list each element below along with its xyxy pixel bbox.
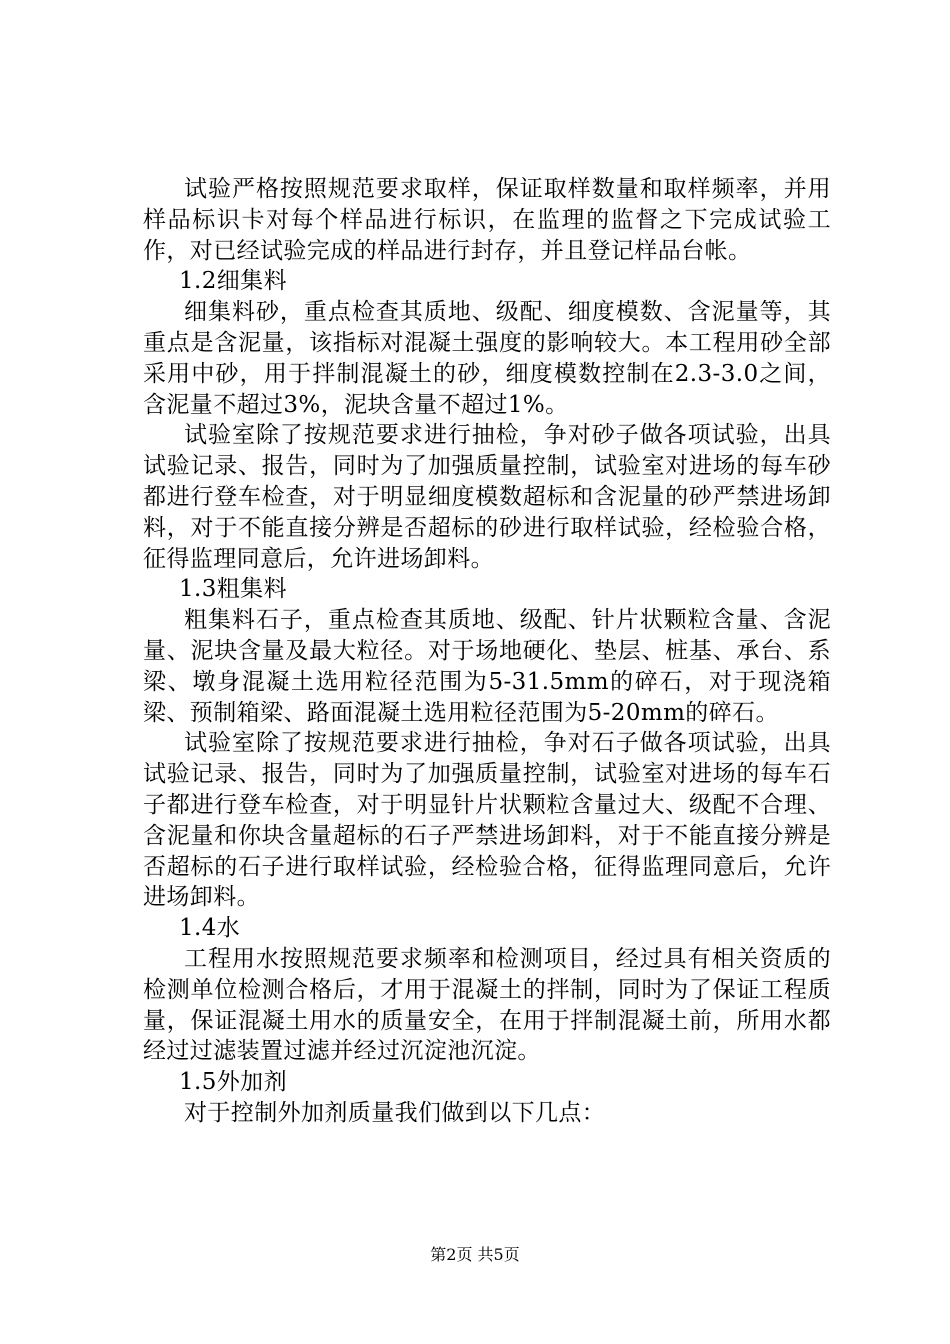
heading-water: 1.4水 [179, 915, 241, 942]
heading-admixture: 1.5外加剂 [179, 1069, 287, 1096]
paragraph-stone-inspection: 试验室除了按规范要求进行抽检，争对石子做各项试验，出具试验记录、报告，同时为了加强质量控制，试验室对进场的每车石子都进行登车检查，对于明显针片状颗粒含量过大、级配不合理、含泥量和你块含量超标的石子严禁进场卸料，对于不能直接分辨是否超标的石子进行取样试验，经检验合格，征得监理同意后，允许进场卸料。 [143, 730, 831, 911]
document-body [143, 174, 831, 1129]
paragraph-water: 工程用水按照规范要求频率和检测项目，经过具有相关资质的检测单位检测合格后，才用于混凝土的拌制，同时为了保证工程质量，保证混凝土用水的质量安全，在用于拌制混凝土前，所用水都经过过滤装置过滤并经过沉淀池沉淀。 [143, 945, 831, 1065]
paragraph-sand-inspection: 试验室除了按规范要求进行抽检，争对砂子做各项试验，出具试验记录、报告，同时为了加强质量控制，试验室对进场的每车砂都进行登车检查，对于明显细度模数超标和含泥量的砂严禁进场卸料，对于不能直接分辨是否超标的砂进行取样试验，经检验合格，征得监理同意后，允许进场卸料。 [143, 422, 831, 572]
heading-fine-aggregate: 1.2细集料 [179, 268, 287, 295]
paragraph-sampling: 试验严格按照规范要求取样，保证取样数量和取样频率，并用样品标识卡对每个样品进行标识，在监理的监督之下完成试验工作，对已经试验完成的样品进行封存，并且登记样品台帐。 [143, 176, 831, 264]
page-number-footer: 第2页 共5页 [430, 1245, 520, 1264]
paragraph-coarse-aggregate: 粗集料石子，重点检查其质地、级配、针片状颗粒含量、含泥量、泥块含量及最大粒径。对于场地硬化、垫层、桩基、承台、系梁、墩身混凝土选用粒径范围为5-31.5mm的碎石，对于现浇箱梁、预制箱梁、路面混凝土选用粒径范围为5-20mm的碎石。 [143, 607, 831, 726]
heading-coarse-aggregate: 1.3粗集料 [179, 576, 287, 603]
paragraph-admixture: 对于控制外加剂质量我们做到以下几点： [184, 1099, 606, 1126]
paragraph-fine-aggregate: 细集料砂，重点检查其质地、级配、细度模数、含泥量等，其重点是含泥量，该指标对混凝土强度的影响较大。本工程用砂全部采用中砂，用于拌制混凝土的砂，细度模数控制在2.3-3.0之间，含泥量不超过3%，泥块含量不超过1%。 [143, 299, 831, 418]
